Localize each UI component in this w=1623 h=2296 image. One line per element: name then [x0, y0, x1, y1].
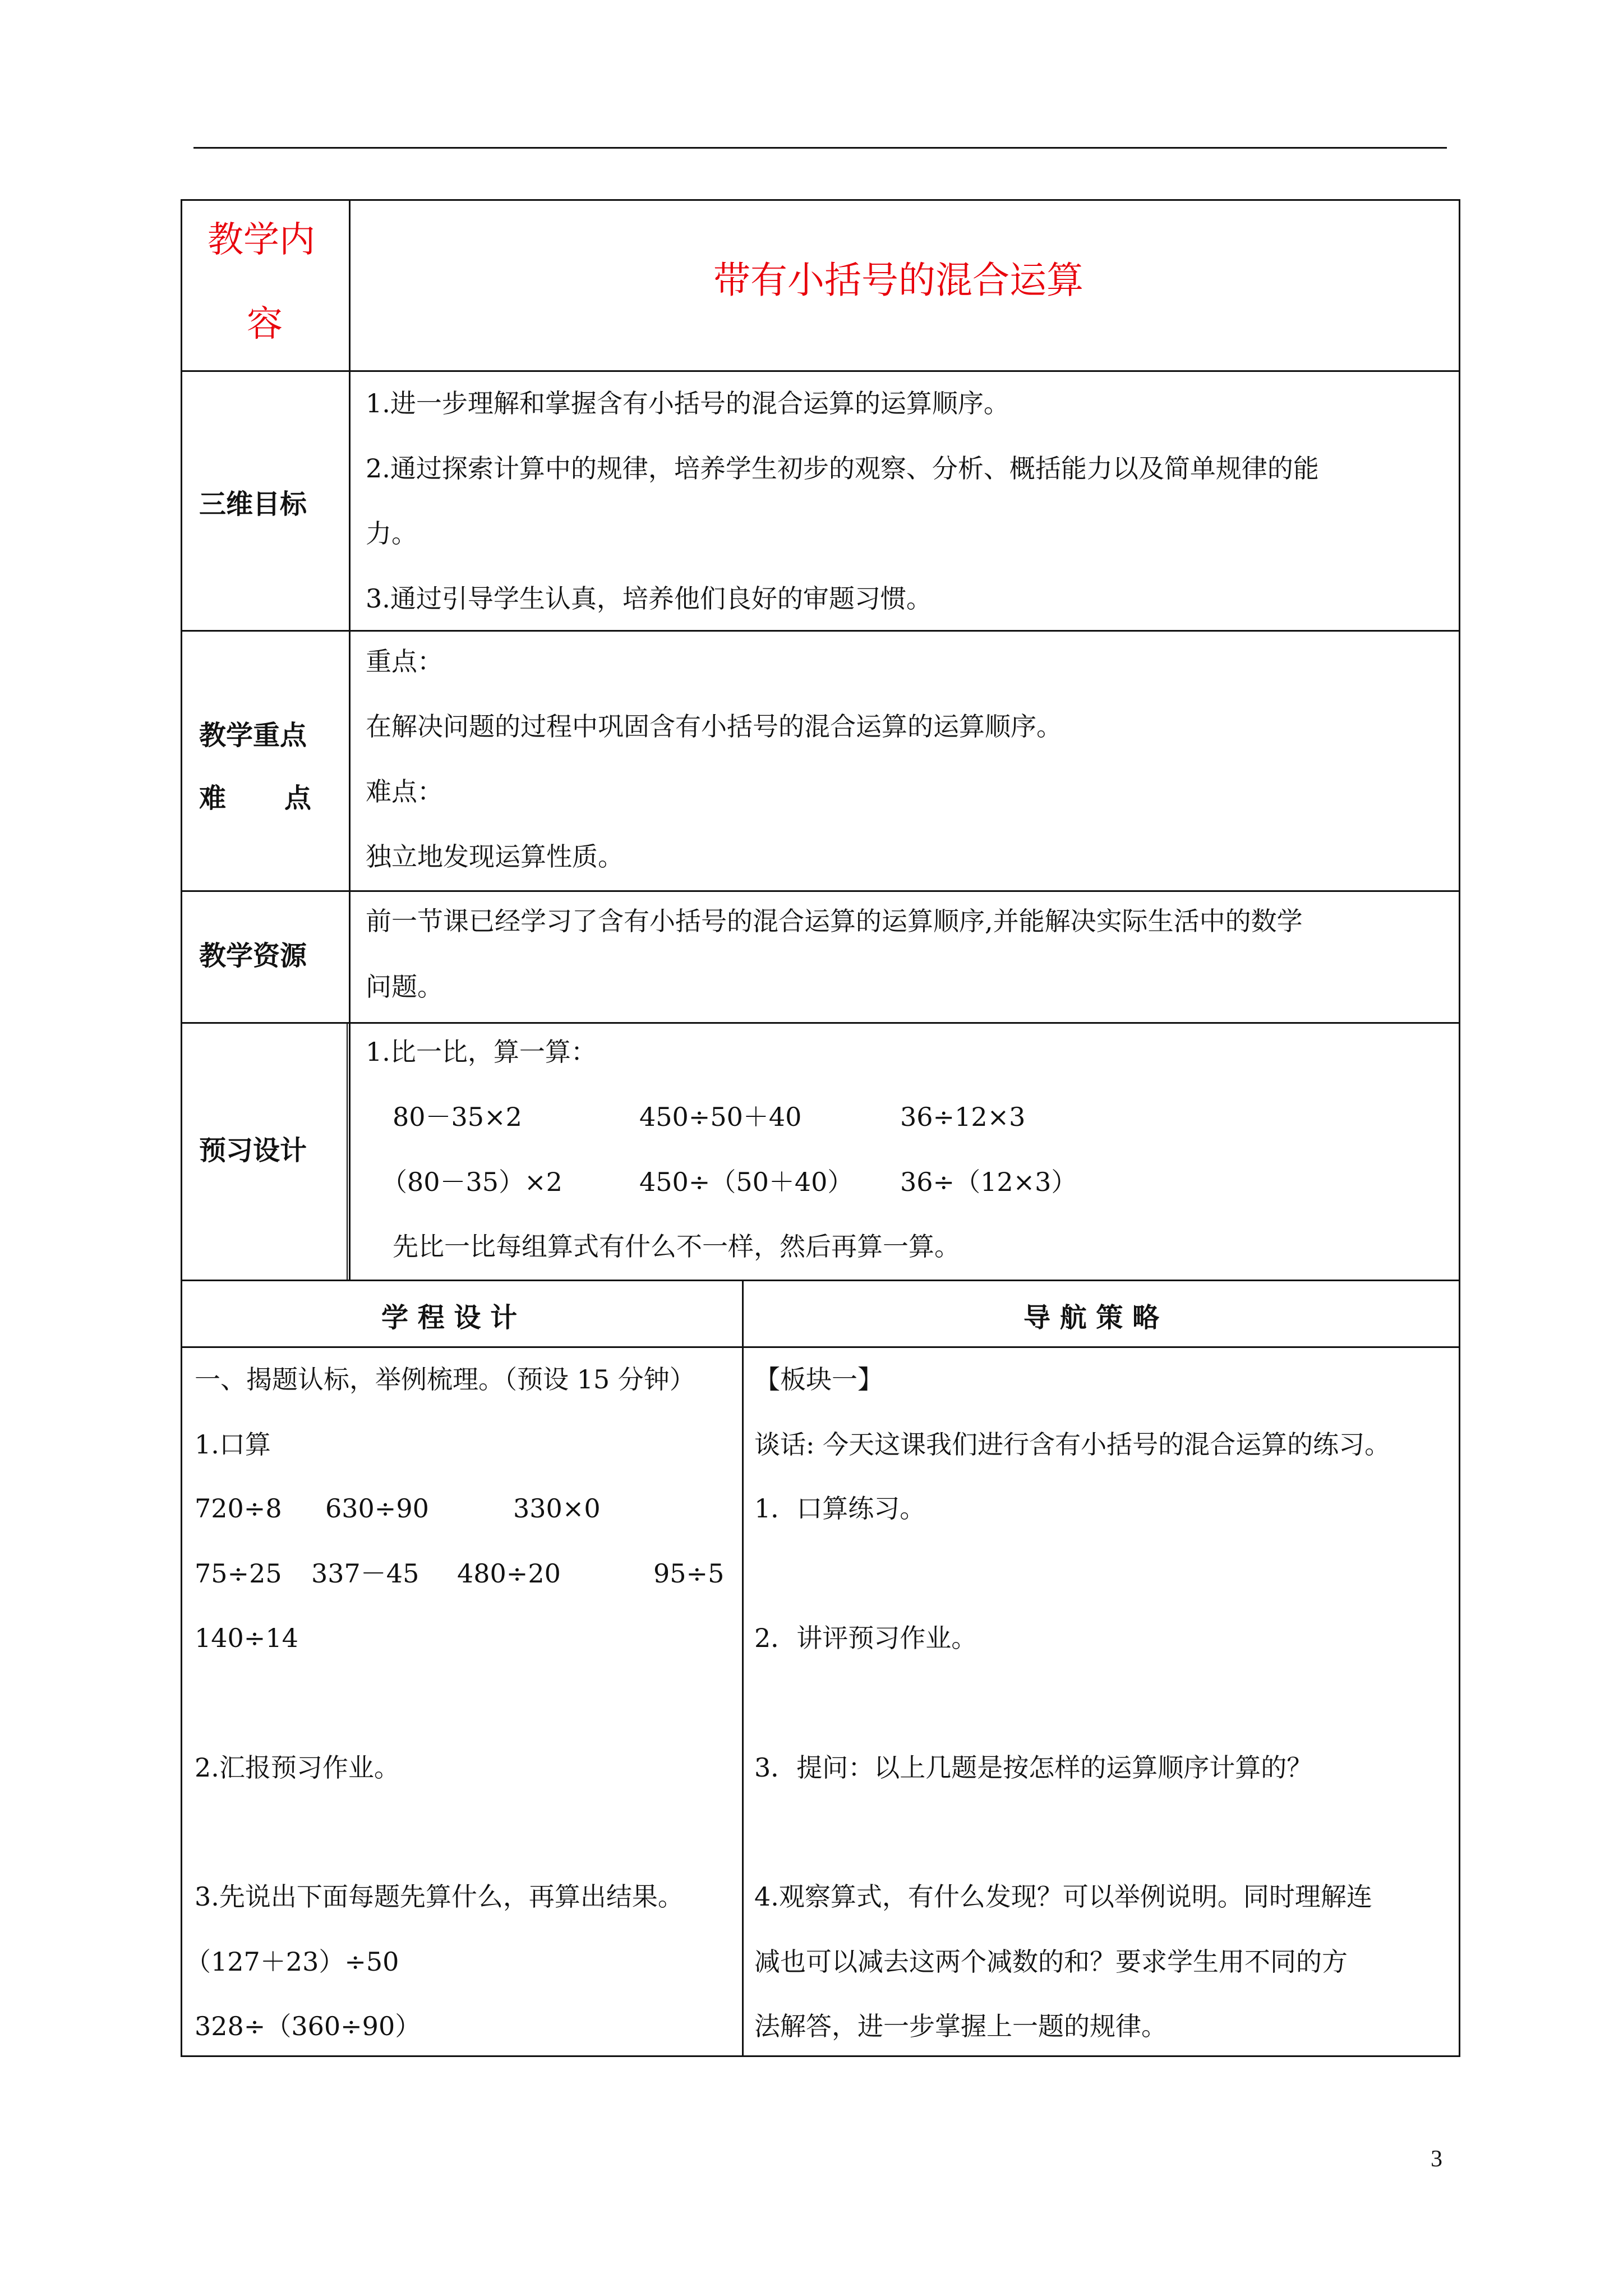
- preview-note: 先比一比每组算式有什么不一样，然后再算一算。: [393, 1231, 960, 1262]
- strategy-item-2: 2．讲评预习作业。: [754, 1623, 978, 1653]
- preview-expr-5: 450÷（50＋40）: [639, 1167, 854, 1197]
- key-points-label-line2-b: 点: [284, 783, 312, 814]
- resources-line-1: 前一节课已经学习了含有小括号的混合运算的运算顺序,并能解决实际生活中的数学: [366, 906, 1303, 936]
- page-number: 3: [1431, 2146, 1442, 2172]
- right-column-header: 导 航 策 略: [1023, 1302, 1160, 1333]
- header-rule: [193, 147, 1447, 149]
- strategy-item-4-line3: 法解答，进一步掌握上一题的规律。: [754, 2011, 1167, 2041]
- preview-expr-6: 36÷（12×3）: [900, 1167, 1077, 1197]
- resources-label: 教学资源: [199, 940, 307, 972]
- title-label-line1: 教学内: [208, 219, 315, 261]
- table-border-right: [1459, 199, 1460, 2057]
- title-label-line2: 容: [247, 303, 283, 345]
- resources-line-2: 问题。: [366, 972, 443, 1002]
- step-3-instruction: 3.先说出下面每题先算什么，再算出结果。: [195, 1881, 684, 1912]
- strategy-item-4-line2: 减也可以减去这两个减数的和？要求学生用不同的方: [754, 1947, 1348, 1977]
- row-divider-3: [181, 890, 1460, 892]
- report-homework: 2.汇报预习作业。: [195, 1752, 400, 1783]
- left-section-title: 一、揭题认标，举例梳理。（预设 15 分钟）: [195, 1364, 695, 1395]
- key-points-label-line1: 教学重点: [199, 720, 307, 751]
- preview-expr-1: 80－35×2: [393, 1102, 522, 1132]
- objective-2: 2.通过探索计算中的规律，培养学生初步的观察、分析、概括能力以及简单规律的能: [366, 453, 1319, 484]
- preview-expr-2: 450÷50＋40: [639, 1102, 802, 1132]
- oral-expr-2: 630÷90: [325, 1493, 429, 1524]
- left-column-header: 学 程 设 计: [381, 1302, 518, 1333]
- objective-1: 1.进一步理解和掌握含有小括号的混合运算的运算顺序。: [366, 388, 1009, 418]
- two-column-divider: [742, 1280, 744, 2057]
- strategy-item-3: 3．提问：以上几题是按怎样的运算顺序计算的？: [754, 1752, 1313, 1783]
- oral-expr-1: 720÷8: [195, 1493, 282, 1524]
- strategy-item-4-line1: 4.观察算式，有什么发现？可以举例说明。同时理解连: [754, 1881, 1372, 1912]
- oral-calc-title: 1.口算: [195, 1429, 271, 1460]
- key-point-heading: 重点：: [366, 646, 443, 677]
- table-border-left: [181, 199, 182, 2057]
- difficulty-heading: 难点：: [366, 776, 443, 807]
- key-point-text: 在解决问题的过程中巩固含有小括号的混合运算的运算顺序。: [366, 711, 1062, 742]
- oral-expr-3: 330×0: [513, 1493, 601, 1524]
- strategy-item-1: 1．口算练习。: [754, 1493, 926, 1524]
- row-divider-2: [181, 630, 1460, 632]
- row-divider-5: [181, 1280, 1460, 1281]
- practice-expr-1: （127＋23）÷50: [185, 1947, 399, 1977]
- preview-heading: 1.比一比，算一算：: [366, 1037, 597, 1067]
- difficulty-text: 独立地发现运算性质。: [366, 841, 624, 872]
- oral-expr-6: 480÷20: [457, 1558, 561, 1589]
- preview-expr-4: （80－35）×2: [381, 1167, 562, 1197]
- preview-divider-inner: [347, 1024, 348, 1280]
- objective-3: 3.通过引导学生认真，培养他们良好的审题习惯。: [366, 583, 932, 614]
- practice-expr-2: 328÷（360÷90）: [195, 2011, 421, 2041]
- oral-expr-5: 337－45: [311, 1558, 419, 1589]
- row-divider-6: [181, 1346, 1460, 1348]
- lesson-topic: 带有小括号的混合运算: [713, 259, 1083, 302]
- preview-label: 预习设计: [199, 1135, 307, 1166]
- key-points-label-line2-a: 难: [199, 783, 227, 814]
- table-border-bottom: [181, 2055, 1460, 2057]
- objectives-label: 三维目标: [199, 489, 307, 520]
- talk-intro: 谈话: 今天这课我们进行含有小括号的混合运算的练习。: [754, 1429, 1391, 1460]
- oral-expr-8: 140÷14: [195, 1623, 298, 1653]
- oral-expr-7: 95÷5: [653, 1558, 725, 1589]
- row-divider-4: [181, 1022, 1460, 1024]
- objective-2-cont: 力。: [366, 518, 417, 549]
- table-border-top: [181, 199, 1460, 201]
- preview-expr-3: 36÷12×3: [900, 1102, 1026, 1132]
- block-one-title: 【板块一】: [754, 1364, 883, 1395]
- label-column-divider: [349, 199, 351, 1280]
- oral-expr-4: 75÷25: [195, 1558, 282, 1589]
- row-divider-1: [181, 370, 1460, 372]
